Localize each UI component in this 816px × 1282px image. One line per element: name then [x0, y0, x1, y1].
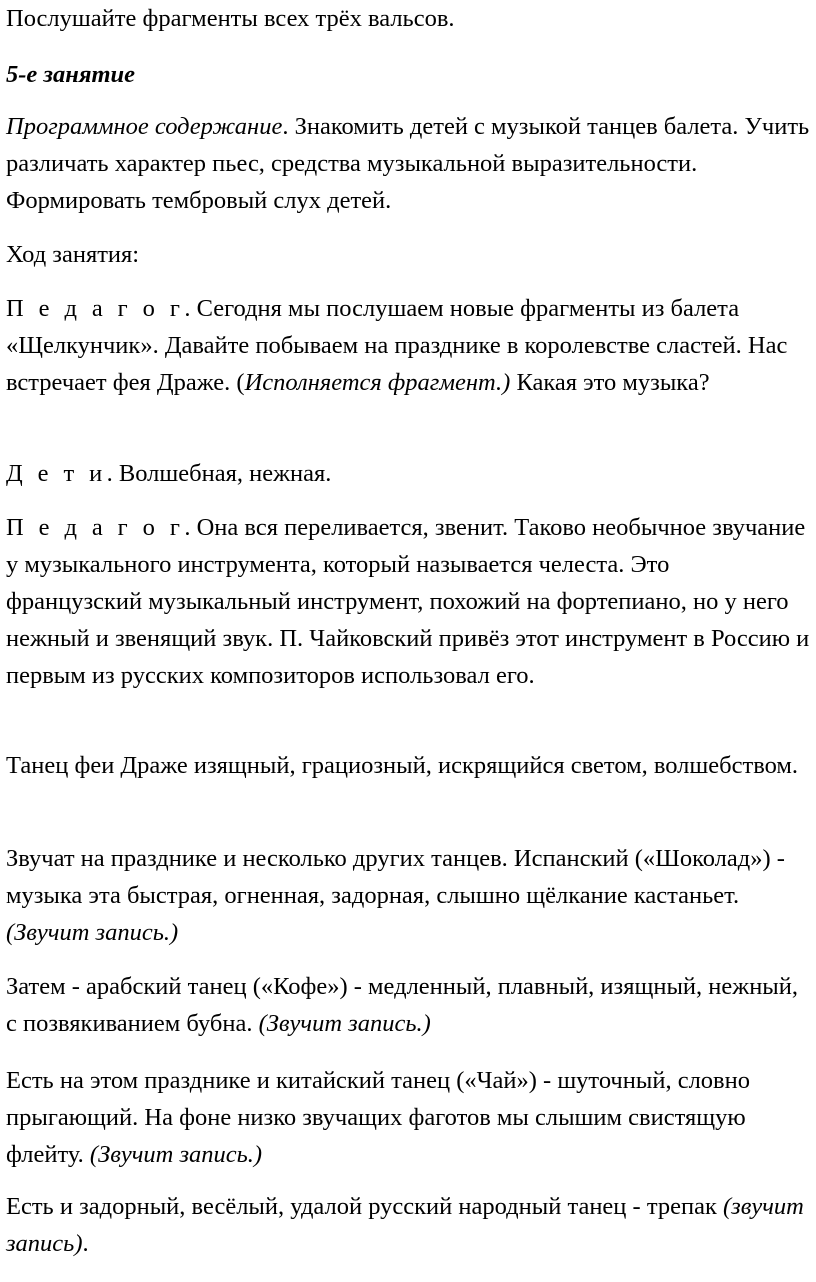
paragraph-arabian-dance: [6, 968, 810, 1042]
stage-note: (Звучит запись.): [258, 1010, 431, 1037]
paragraph-listen-waltzes: [6, 0, 810, 37]
paragraph-children: [6, 455, 810, 492]
paragraph-chinese-dance: [6, 1062, 810, 1173]
paragraph-text: Звучат на празднике и несколько других танцев. Испанский («Шоколад») - музыка эта быстрая, огненная, задорная, слышно щёлкание кастаньет.: [6, 845, 785, 909]
paragraph-text: Танец феи Драже изящный, грациозный, искрящийся светом, волшебством.: [6, 752, 799, 779]
lesson-heading-text: 5-е занятие: [6, 61, 135, 88]
stage-note: (звучит запись): [6, 1193, 804, 1257]
stage-note: (Звучит запись.): [6, 919, 179, 946]
paragraph-text: Есть на этом празднике и китайский танец («Чай») - шуточный, словно прыгающий. На фоне низко звучащих фаготов мы слышим свистящую флейту.: [6, 1067, 750, 1168]
paragraph-sugar-plum-dance: [6, 747, 810, 784]
paragraph-text: . Волшебная, нежная.: [106, 460, 332, 487]
speaker-teacher: П е д а г о г: [6, 514, 185, 541]
paragraph-text: . Сегодня мы послушаем новые фрагменты из балета «Щелкунчик». Давайте побываем на празднике в королевстве сластей. Нас встречает фея Драже. (: [6, 295, 788, 396]
paragraph-text: Затем - арабский танец («Кофе») - медленный, плавный, изящный, нежный, с позвякиванием бубна.: [6, 973, 799, 1037]
paragraph-lesson-flow: [6, 236, 810, 273]
paragraph-text: Послушайте фрагменты всех трёх вальсов.: [6, 5, 455, 32]
paragraph-end: .: [82, 1230, 89, 1257]
paragraph-text: Какая это музыка?: [510, 369, 710, 396]
lesson-heading: [6, 56, 810, 93]
paragraph-text: Есть и задорный, весёлый, удалой русский народный танец - трепак: [6, 1193, 723, 1220]
stage-note: (Звучит запись.): [89, 1141, 263, 1168]
paragraph-text: Ход занятия:: [6, 241, 140, 268]
stage-note: Исполняется фрагмент.): [244, 369, 511, 396]
paragraph-russian-dance: [6, 1188, 810, 1262]
program-content-label: Программное содержание: [6, 113, 283, 140]
paragraph-program-content: [6, 108, 810, 219]
paragraph-text: . Знакомить детей с музыкой танцев балета. Учить различать характер пьес, средства музыкальной выразительности. Формировать тембровый слух детей.: [6, 113, 810, 214]
paragraph-teacher-2: [6, 509, 810, 694]
paragraph-text: . Она вся переливается, звенит. Таково необычное звучание у музыкального инструмента, который называется челеста. Это французский музыкальный инструмент, похожий на фортепиано, но у него нежный и звенящий звук. П. Чайковский привёз этот инструмент в Россию и первым из русских композиторов использовал его.: [6, 514, 810, 689]
paragraph-teacher-1: [6, 290, 810, 401]
paragraph-spanish-dance: [6, 840, 810, 951]
speaker-children: Д е т и: [6, 460, 107, 487]
speaker-teacher: П е д а г о г: [6, 295, 185, 322]
